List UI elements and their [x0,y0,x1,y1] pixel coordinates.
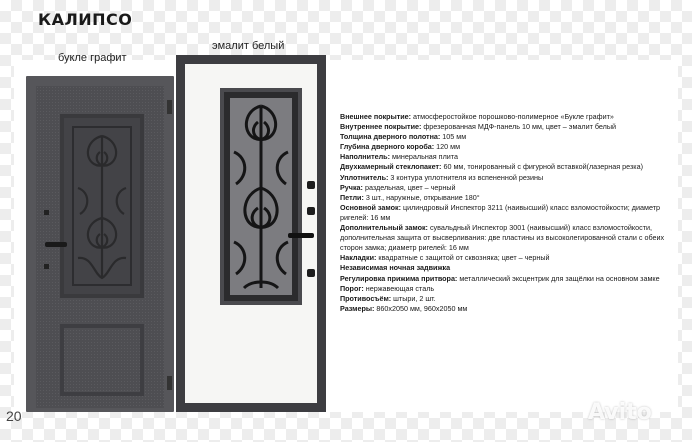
door-lower-panel [60,324,144,396]
page-number: 20 [6,408,22,424]
page-title: КАЛИПСО [38,10,133,29]
door-right-caption: эмалит белый [212,40,285,52]
spec-row: Двухкамерный стеклопакет: 60 мм, тонированный с фигурной вставкой(лазерная резка) [340,162,643,172]
hinge-icon [167,376,172,390]
spec-row: Наполнитель: минеральная плита [340,152,458,162]
spec-row: Внешнее покрытие: атмосферостойкое порошково-полимерное «Букле графит» [340,112,614,121]
spec-row: Глубина дверного короба: 120 мм [340,142,461,152]
forged-lattice-icon [224,92,298,301]
door-left-caption: букле графит [58,52,127,64]
spec-row: Дополнительный замок: сувальдный Инспектор 3001 (наивысший) класс взломостойкости, дополнительная защита от высверливания: две пластины из высоколегированной стали с обеих сторон замка; диаметр ригелей: 16 мм [340,223,665,253]
door-handle-icon [45,242,67,247]
door-handle-icon [288,233,314,238]
spec-row: Размеры: 860х2050 мм, 960х2050 мм [340,303,468,313]
door-window [220,88,302,305]
lock-cylinder-icon [44,210,49,215]
spec-row: Основной замок: цилиндровый Инспектор 3211 (наивысший) класс взломостойкости; диаметр ригелей: 16 мм [340,202,660,222]
spec-row: Толщина дверного полотна: 105 мм [340,132,467,142]
spec-row: Порог: нержавеющая сталь [340,283,435,293]
lock-cylinder-icon [307,181,315,189]
lock-cylinder-icon [307,269,315,277]
spec-row: Уплотнитель: 3 контура уплотнителя из вспененной резины [340,172,544,182]
avito-watermark: Avito [588,400,652,425]
door-glass-insert [60,114,144,298]
spec-row: Независимая ночная задвижка [340,263,451,273]
spec-row: Петли: 3 шт., наружные, открывание 180° [340,192,480,202]
lock-cylinder-icon [44,264,49,269]
door-interior-image [176,55,326,412]
spec-row: Регулировка прижима притвора: металлический эксцентрик для защёлки на основном замке [340,273,660,283]
specifications-list [340,112,670,314]
spec-row: Противосъём: штыри, 2 шт. [340,293,436,303]
door-exterior-image [26,76,174,412]
spec-row: Ручка: раздельная, цвет – черный [340,182,456,192]
hinge-icon [167,100,172,114]
night-latch-icon [307,207,315,215]
spec-row: Накладки: квадратные с защитой от сквозняка; цвет – черный [340,253,550,263]
spec-row: Внутреннее покрытие: фрезерованная МДФ-панель 10 мм, цвет – эмалит белый [340,122,617,132]
forged-ornament-icon [64,118,140,294]
